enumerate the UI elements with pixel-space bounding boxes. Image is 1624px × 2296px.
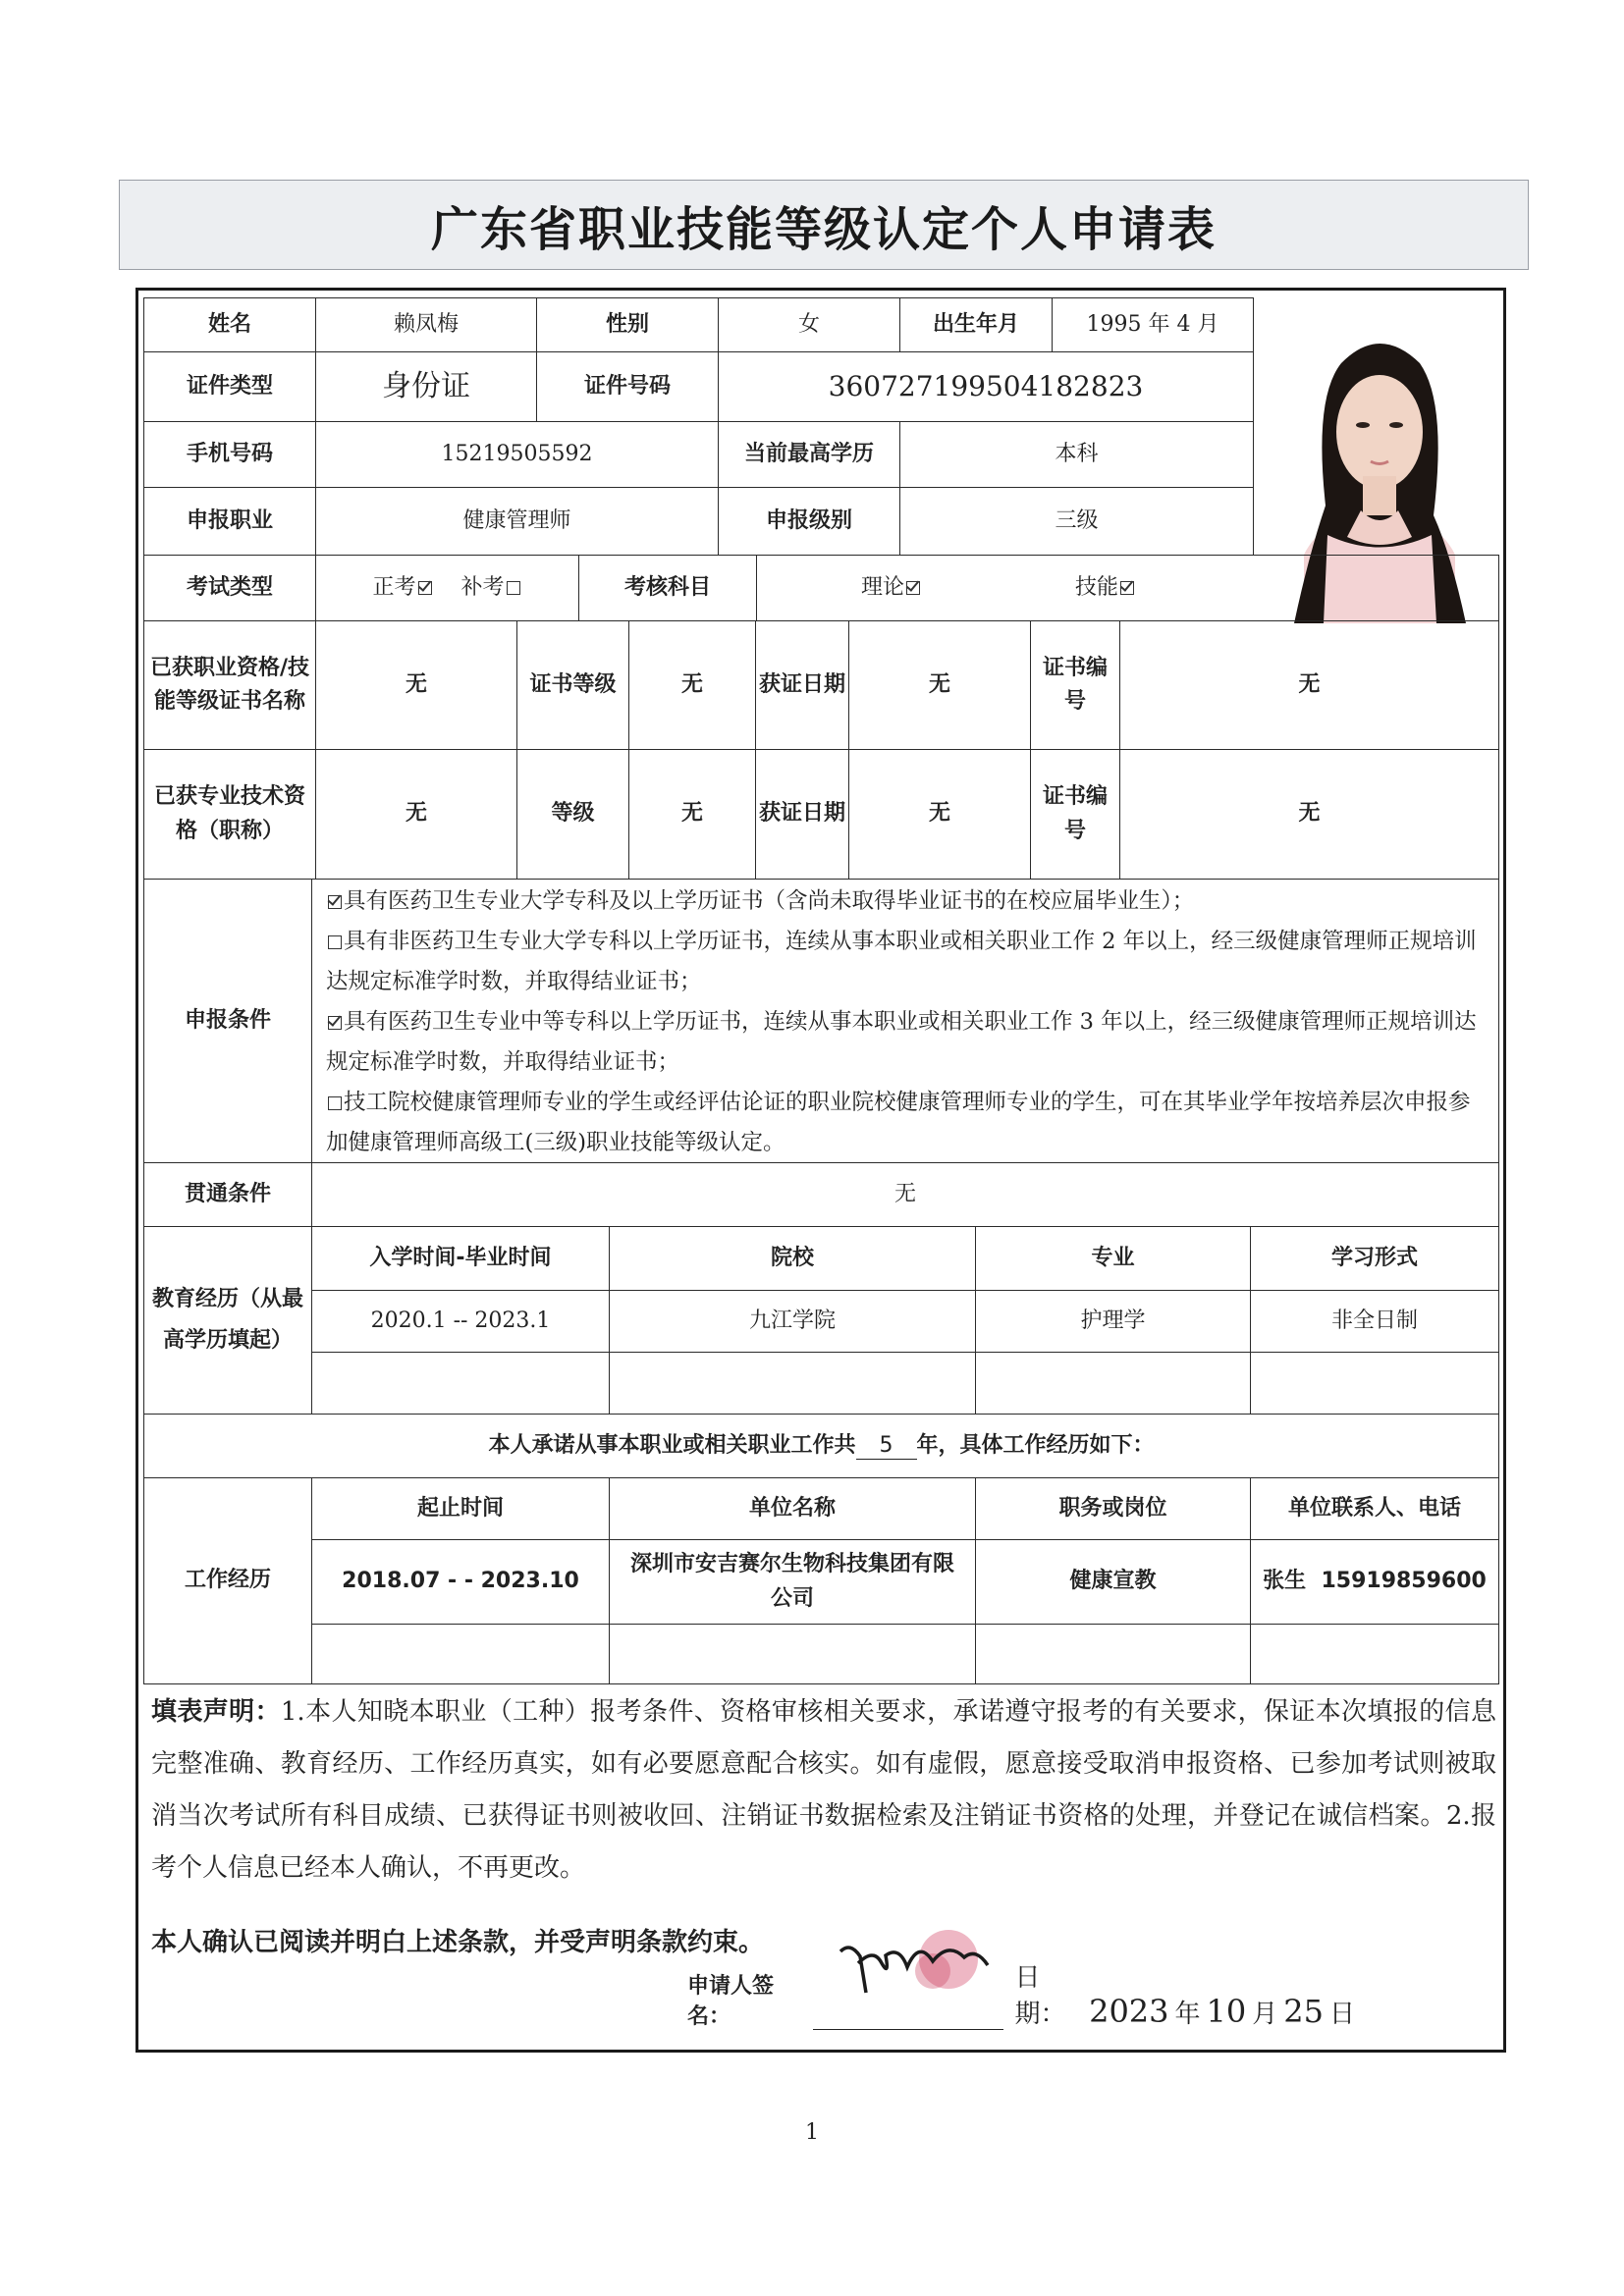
through-condition-label: 贯通条件 [143, 1162, 312, 1227]
condition-2-checkbox[interactable] [328, 935, 342, 949]
sign-month: 10 [1206, 1993, 1247, 2030]
education-empty-cell [609, 1352, 976, 1415]
declaration-label: 填表声明： [151, 1697, 281, 1727]
condition-item: 技工院校健康管理师专业的学生或经评估论证的职业院校健康管理师专业的学生，可在其毕业学年按培养层次申报参加健康管理师高级工(三级)职业技能等级认定。 [326, 1090, 1471, 1155]
sign-year: 2023 [1089, 1993, 1169, 2030]
through-condition-value: 无 [311, 1162, 1499, 1227]
conditions-label: 申报条件 [143, 879, 312, 1163]
education-label: 教育经历（从最高学历填起） [143, 1226, 312, 1415]
name-value: 赖凤梅 [315, 297, 537, 352]
education-empty-cell [1250, 1352, 1499, 1415]
professional-title-label: 已获专业技术资格（职称） [143, 749, 316, 880]
education-empty-cell [975, 1352, 1251, 1415]
id-type-value: 身份证 [315, 351, 537, 422]
professional-title-grade-label: 等级 [516, 749, 629, 880]
work-empty-cell [609, 1624, 976, 1684]
occupation-value: 健康管理师 [315, 487, 719, 556]
work-empty-cell [311, 1624, 610, 1684]
subject-theory-text: 理论 [861, 574, 905, 600]
conditions-list [311, 879, 1499, 1163]
signature-line [687, 1963, 1355, 2030]
subject-options [756, 555, 1499, 621]
subject-theory-checkbox[interactable] [906, 581, 920, 595]
phone-value: 15219505592 [315, 421, 719, 488]
work-header-position: 职务或岗位 [975, 1477, 1251, 1540]
year-unit: 年 [1174, 2000, 1201, 2029]
vocational-cert-name: 无 [315, 620, 517, 750]
declaration-body: 1.本人知晓本职业（工种）报考条件、资格审核相关要求，承诺遵守报考的有关要求，保证本次填报的信息完整准确、教育经历、工作经历真实，如有必要愿意配合核实。如有虚假，愿意接受取消申报资格、已参加考试则被取消当次考试所有科目成绩、已获得证书则被收回、注销证书数据检索及注销证书资格的处理，并登记在诚信档案。2.报考个人信息已经本人确认，不再更改。 [151, 1697, 1496, 1883]
professional-title-number: 无 [1119, 749, 1499, 880]
work-empty-cell [975, 1624, 1251, 1684]
exam-normal-checkbox[interactable] [418, 581, 432, 595]
vocational-cert-label: 已获职业资格/技能等级证书名称 [143, 620, 316, 750]
signature-label: 申请人签名： [687, 1974, 775, 2029]
day-unit: 日 [1328, 2000, 1355, 2029]
education-empty-cell [311, 1352, 610, 1415]
condition-item: 具有医药卫生专业中等专科以上学历证书，连续从事本职业或相关职业工作 3 年以上，经三级健康管理师正规培训达规定标准学时数，并取得结业证书； [326, 1009, 1477, 1075]
condition-4-checkbox[interactable] [328, 1096, 342, 1110]
confirmation-statement: 本人确认已阅读并明白上述条款，并受声明条款约束。 [151, 1928, 765, 1957]
declaration-text [151, 1686, 1496, 1895]
birth-label: 出生年月 [899, 297, 1053, 352]
promise-years: 5 [856, 1433, 917, 1460]
promise-suffix: 年，具体工作经历如下： [916, 1432, 1155, 1458]
professional-title-grade: 无 [628, 749, 756, 880]
education-period: 2020.1 -- 2023.1 [311, 1290, 610, 1353]
education-header-mode: 学习形式 [1250, 1226, 1499, 1291]
subject-skill-text: 技能 [1075, 574, 1119, 600]
signature-field[interactable] [813, 2000, 1003, 2030]
level-label: 申报级别 [718, 487, 900, 556]
form-title-bar [119, 180, 1529, 270]
professional-title-date: 无 [848, 749, 1031, 880]
exam-type-options [315, 555, 579, 621]
exam-makeup-checkbox[interactable] [507, 581, 520, 595]
exam-normal-text: 正考 [372, 574, 416, 600]
promise-prefix: 本人承诺从事本职业或相关职业工作共 [488, 1432, 856, 1458]
subject-label: 考核科目 [578, 555, 757, 621]
gender-value: 女 [718, 297, 900, 352]
exam-makeup-text: 补考 [460, 574, 505, 600]
phone-label: 手机号码 [143, 421, 316, 488]
id-type-label: 证件类型 [143, 351, 316, 422]
id-number-label: 证件号码 [536, 351, 719, 422]
education-header-period: 入学时间-毕业时间 [311, 1226, 610, 1291]
vocational-cert-date: 无 [848, 620, 1031, 750]
id-number-value: 360727199504182823 [718, 351, 1254, 422]
work-header-period: 起止时间 [311, 1477, 610, 1540]
work-header-company: 单位名称 [609, 1477, 976, 1540]
condition-item: 具有非医药卫生专业大学专科以上学历证书，连续从事本职业或相关职业工作 2 年以上，经三级健康管理师正规培训达规定标准学时数，并取得结业证书； [326, 929, 1477, 994]
education-level-label: 当前最高学历 [718, 421, 900, 488]
name-label: 姓名 [143, 297, 316, 352]
vocational-cert-date-label: 获证日期 [755, 620, 849, 750]
occupation-label: 申报职业 [143, 487, 316, 556]
subject-skill-checkbox[interactable] [1120, 581, 1134, 595]
education-major: 护理学 [975, 1290, 1251, 1353]
work-period: 2018.07 - - 2023.10 [311, 1539, 610, 1625]
vocational-cert-grade-label: 证书等级 [516, 620, 629, 750]
sign-day: 25 [1283, 1993, 1324, 2030]
page-number: 1 [805, 2120, 819, 2145]
work-header-contact: 单位联系人、电话 [1250, 1477, 1499, 1540]
work-empty-cell [1250, 1624, 1499, 1684]
form-title: 广东省职业技能等级认定个人申请表 [430, 201, 1217, 257]
condition-item: 具有医药卫生专业大学专科及以上学历证书（含尚未取得毕业证书的在校应届毕业生）； [326, 881, 1485, 922]
education-header-school: 院校 [609, 1226, 976, 1291]
level-value: 三级 [899, 487, 1254, 556]
professional-title-name: 无 [315, 749, 517, 880]
work-years-promise [143, 1414, 1499, 1478]
vocational-cert-grade: 无 [628, 620, 756, 750]
gender-label: 性别 [536, 297, 719, 352]
vocational-cert-number: 无 [1119, 620, 1499, 750]
condition-3-checkbox[interactable] [328, 1016, 342, 1030]
work-contact: 张生 15919859600 [1250, 1539, 1499, 1625]
professional-title-date-label: 获证日期 [755, 749, 849, 880]
education-mode: 非全日制 [1250, 1290, 1499, 1353]
date-label: 日期： [1014, 1963, 1066, 2029]
education-level-value: 本科 [899, 421, 1254, 488]
month-unit: 月 [1252, 2000, 1278, 2029]
work-label: 工作经历 [143, 1477, 312, 1684]
education-header-major: 专业 [975, 1226, 1251, 1291]
education-school: 九江学院 [609, 1290, 976, 1353]
vocational-cert-number-label: 证书编号 [1030, 620, 1120, 750]
exam-type-label: 考试类型 [143, 555, 316, 621]
condition-1-checkbox[interactable] [328, 895, 342, 909]
birth-value: 1995 年 4 月 [1052, 297, 1254, 352]
work-company: 深圳市安吉赛尔生物科技集团有限公司 [609, 1539, 976, 1625]
work-position: 健康宣教 [975, 1539, 1251, 1625]
professional-title-number-label: 证书编号 [1030, 749, 1120, 880]
